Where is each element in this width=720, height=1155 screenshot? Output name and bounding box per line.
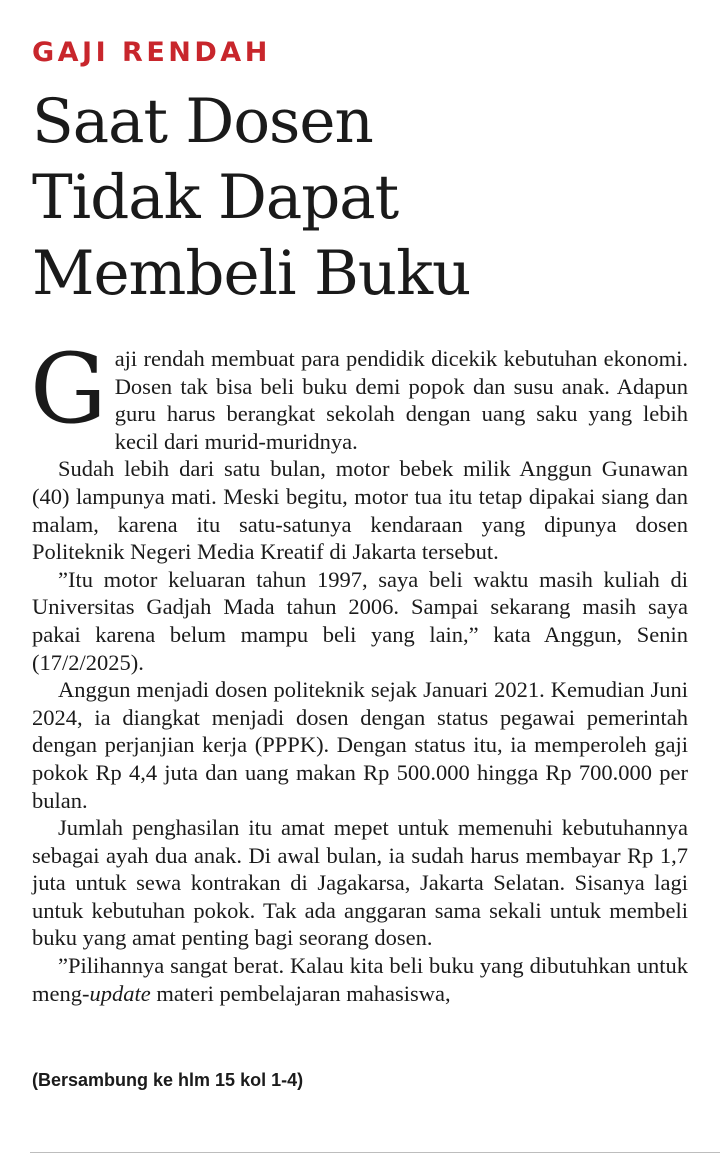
paragraph-3: ”Itu motor keluaran tahun 1997, saya beli waktu masih kuliah di Universitas Gadjah Mada tahun 2006. Sampai sekarang masih saya pakai karena belum mampu beli yang lain,” kata Anggun, Senin (17/2/2025). <box>32 566 688 675</box>
headline <box>32 84 688 312</box>
drop-cap: G <box>30 333 107 445</box>
paragraph-2: Sudah lebih dari satu bulan, motor bebek milik Anggun Gunawan (40) lampunya mati. Meski begitu, motor tua itu tetap dipakai siang dan malam, karena itu satu-satunya kendaraan yang dipunya dosen Politeknik Negeri Media Kreatif di Jakarta tersebut. <box>32 456 688 565</box>
headline-line-2: Tidak Dapat <box>32 162 399 233</box>
paragraph-1-text: aji rendah membuat para pendidik dicekik kebutuhan ekonomi. Dosen tak bisa beli buku demi popok dan susu anak. Adapun guru harus berangkat sekolah dengan uang saku yang lebih kecil dari murid-muridnya. <box>114 346 688 454</box>
paragraph-6-end: materi pembelajaran mahasiswa, <box>150 980 451 1006</box>
paragraph-6-italic: update <box>89 980 151 1006</box>
headline-line-1: Saat Dosen <box>32 86 373 157</box>
headline-line-3: Membeli Buku <box>32 238 471 309</box>
paragraph-5: Jumlah penghasilan itu amat mepet untuk memenuhi kebutuhannya sebagai ayah dua anak. Di awal bulan, ia sudah harus membayar Rp 1,7 juta untuk sewa kontrakan di Jagakarsa, Jakarta Selatan. Sisanya lagi untuk kebutuhan pokok. Tak ada anggaran sama sekali untuk membeli buku yang amat penting bagi seorang dosen. <box>32 815 688 951</box>
continued-note: (Bersambung ke hlm 15 kol 1-4) <box>32 1070 304 1090</box>
paragraph-6-start: ”Pilihannya sangat berat. Kalau kita beli buku yang dibutuhkan untuk meng- <box>32 953 688 1006</box>
paragraph-1 <box>30 333 688 455</box>
kicker: GAJI RENDAH <box>32 37 271 68</box>
paragraph-4: Anggun menjadi dosen politeknik sejak Januari 2021. Kemudian Juni 2024, ia diangkat menjadi dosen dengan status pegawai pemerintah dengan perjanjian kerja (PPPK). Dengan status itu, ia memperoleh gaji pokok Rp 4,4 juta dan uang makan Rp 500.000 hingga Rp 700.000 per bulan. <box>32 677 688 813</box>
article-body <box>30 333 688 1007</box>
article <box>32 0 688 1155</box>
paragraph-6 <box>32 952 688 1007</box>
bottom-rule <box>30 1152 720 1153</box>
